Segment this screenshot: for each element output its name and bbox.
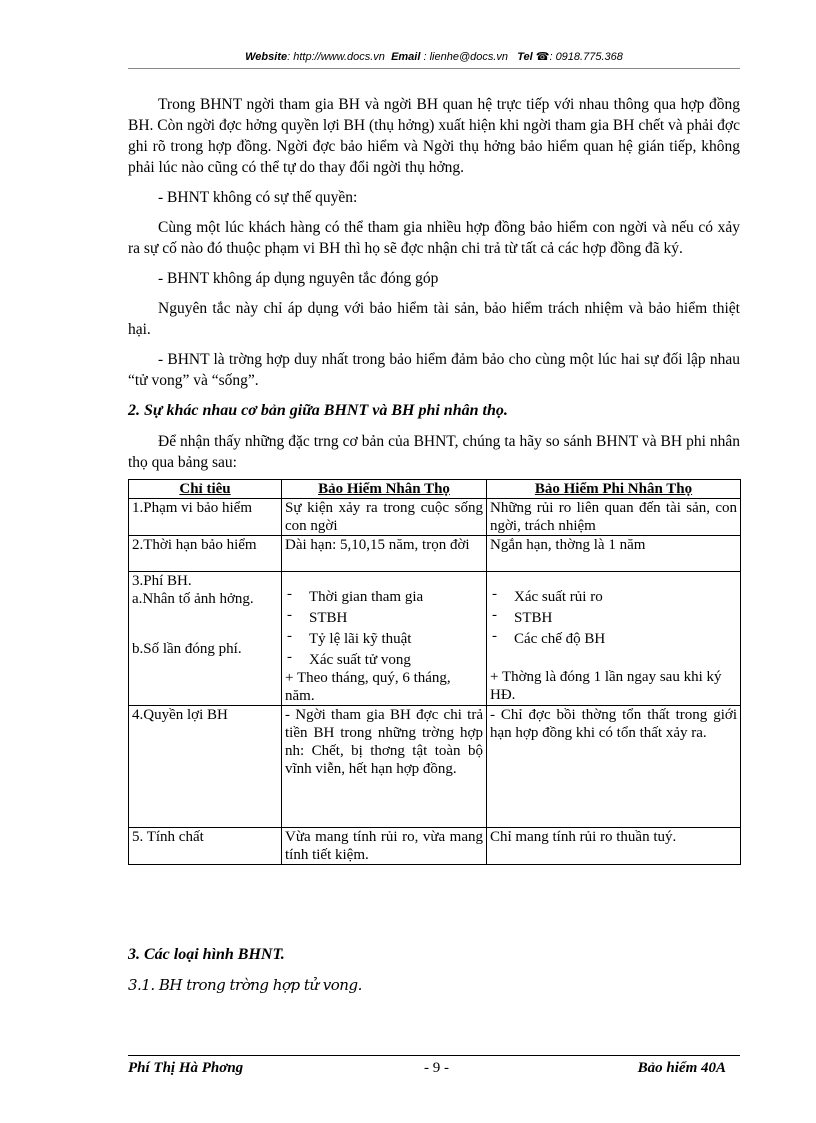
website-url[interactable]: : http://www.docs.vn <box>287 51 385 63</box>
paragraph-7: Để nhận thấy những đặc trng cơ bản của BHNT, chúng ta hãy so sánh BHNT và BH phi nhân thọ qua bảng sau: <box>128 433 740 471</box>
footer-divider <box>128 1055 740 1056</box>
paragraph-3: Cùng một lúc khách hàng có thể tham gia nhiều hợp đồng bảo hiểm con ngời và nếu có xảy ra sự cố nào đó thuộc phạm vi BH thì họ sẽ đợc nhận chi trả từ tất cả các hợp đồng đã ký. <box>128 219 740 257</box>
list-item: - STBH <box>490 609 737 627</box>
document-body <box>128 94 740 865</box>
fee-factors-label: a.Nhân tố ảnh hởng. <box>132 591 254 607</box>
paragraph-4: - BHNT không áp dụng nguyên tắc đóng góp <box>158 270 439 287</box>
table-cell: 1.Phạm vi bảo hiểm <box>129 499 282 536</box>
table-cell: Dài hạn: 5,10,15 năm, trọn đời <box>282 536 487 572</box>
section-3-1-heading: 3.1. BH trong trờng hợp tử vong. <box>128 976 362 994</box>
table-row <box>129 499 741 536</box>
page-number: - 9 - <box>424 1060 449 1076</box>
list-item: - Xác suất tử vong <box>285 651 483 669</box>
header-divider <box>128 68 740 69</box>
table-row <box>129 572 741 706</box>
tel-label: Tel ☎ <box>517 51 550 63</box>
life-frequency: + Theo tháng, quý, 6 tháng, năm. <box>285 670 451 704</box>
paragraph-6: - BHNT là trờng hợp duy nhất trong bảo hiểm đảm bảo cho cùng một lúc hai sự đối lập nhau “tử vong” và “sống”. <box>128 351 740 389</box>
table-row <box>129 536 741 572</box>
email-value[interactable]: : lienhe@docs.vn <box>423 51 509 63</box>
list-item: - Các chế độ BH <box>490 630 737 648</box>
paragraph-2: - BHNT không có sự thế quyền: <box>158 189 358 206</box>
section-2-heading: 2. Sự khác nhau cơ bản giữa BHNT và BH phi nhân thọ. <box>128 402 508 419</box>
fee-title: 3.Phí BH. <box>132 573 192 589</box>
fee-frequency-label: b.Số lần đóng phí. <box>132 641 242 657</box>
nonlife-frequency: + Thờng là đóng 1 lần ngay sau khi ký HĐ. <box>490 669 722 703</box>
section-3-heading: 3. Các loại hình BHNT. <box>128 946 285 963</box>
tel-value: : 0918.775.368 <box>549 51 623 63</box>
footer-author: Phí Thị Hà Phơng <box>128 1060 244 1076</box>
paragraph-1: Trong BHNT ngời tham gia BH và ngời BH quan hệ trực tiếp với nhau thông qua hợp đồng BH. Còn ngời đợc hởng quyền lợi BH (thụ hởng) xuất hiện khi ngời tham gia BH chết và phải đợc ghi rõ trong hợp đồng. Ngời đợc bảo hiểm và Ngời thụ hởng bảo hiểm quan hệ gián tiếp, không phải lúc nào cũng có thể tự do thay đổi ngời thụ hởng. <box>128 96 740 176</box>
table-cell: 2.Thời hạn bảo hiểm <box>129 536 282 572</box>
list-item: - Thời gian tham gia <box>285 588 483 606</box>
life-factor-list <box>285 588 483 669</box>
table-header: Chỉ tiêu <box>129 480 282 499</box>
table-cell <box>129 572 282 706</box>
table-cell <box>487 572 741 706</box>
table-cell: Vừa mang tính rủi ro, vừa mang tính tiết kiệm. <box>282 828 487 865</box>
table-header: Bảo Hiểm Nhân Thọ <box>282 480 487 499</box>
table-cell: Những rủi ro liên quan đến tài sản, con ngời, trách nhiệm <box>487 499 741 536</box>
comparison-table <box>128 479 741 865</box>
footer-class: Bảo hiểm 40A <box>637 1060 726 1076</box>
table-cell: 5. Tính chất <box>129 828 282 865</box>
table-cell <box>282 572 487 706</box>
paragraph-5: Nguyên tắc này chỉ áp dụng với bảo hiểm tài sản, bảo hiểm trách nhiệm và bảo hiểm thiệt hại. <box>128 300 740 338</box>
list-item: - Tỷ lệ lãi kỹ thuật <box>285 630 483 648</box>
list-item: - STBH <box>285 609 483 627</box>
page-header <box>128 50 740 63</box>
table-cell: - Ngời tham gia BH đợc chi trả tiền BH trong những trờng hợp nh: Chết, bị thơng tật toàn bộ vĩnh viễn, hết hạn hợp đồng. <box>282 706 487 828</box>
table-cell: - Chỉ đợc bồi thờng tổn thất trong giới hạn hợp đồng khi có tổn thất xảy ra. <box>487 706 741 828</box>
table-header-row <box>129 480 741 499</box>
nonlife-factor-list <box>490 588 737 648</box>
table-cell: Ngắn hạn, thờng là 1 năm <box>487 536 741 572</box>
table-cell: Chỉ mang tính rủi ro thuần tuý. <box>487 828 741 865</box>
website-label: Website <box>245 51 288 63</box>
table-row <box>129 828 741 865</box>
table-cell: 4.Quyền lợi BH <box>129 706 282 828</box>
email-label: Email <box>391 51 421 63</box>
table-row <box>129 706 741 828</box>
table-header: Bảo Hiểm Phi Nhân Thọ <box>487 480 741 499</box>
list-item: - Xác suất rủi ro <box>490 588 737 606</box>
table-cell: Sự kiện xảy ra trong cuộc sống con ngời <box>282 499 487 536</box>
